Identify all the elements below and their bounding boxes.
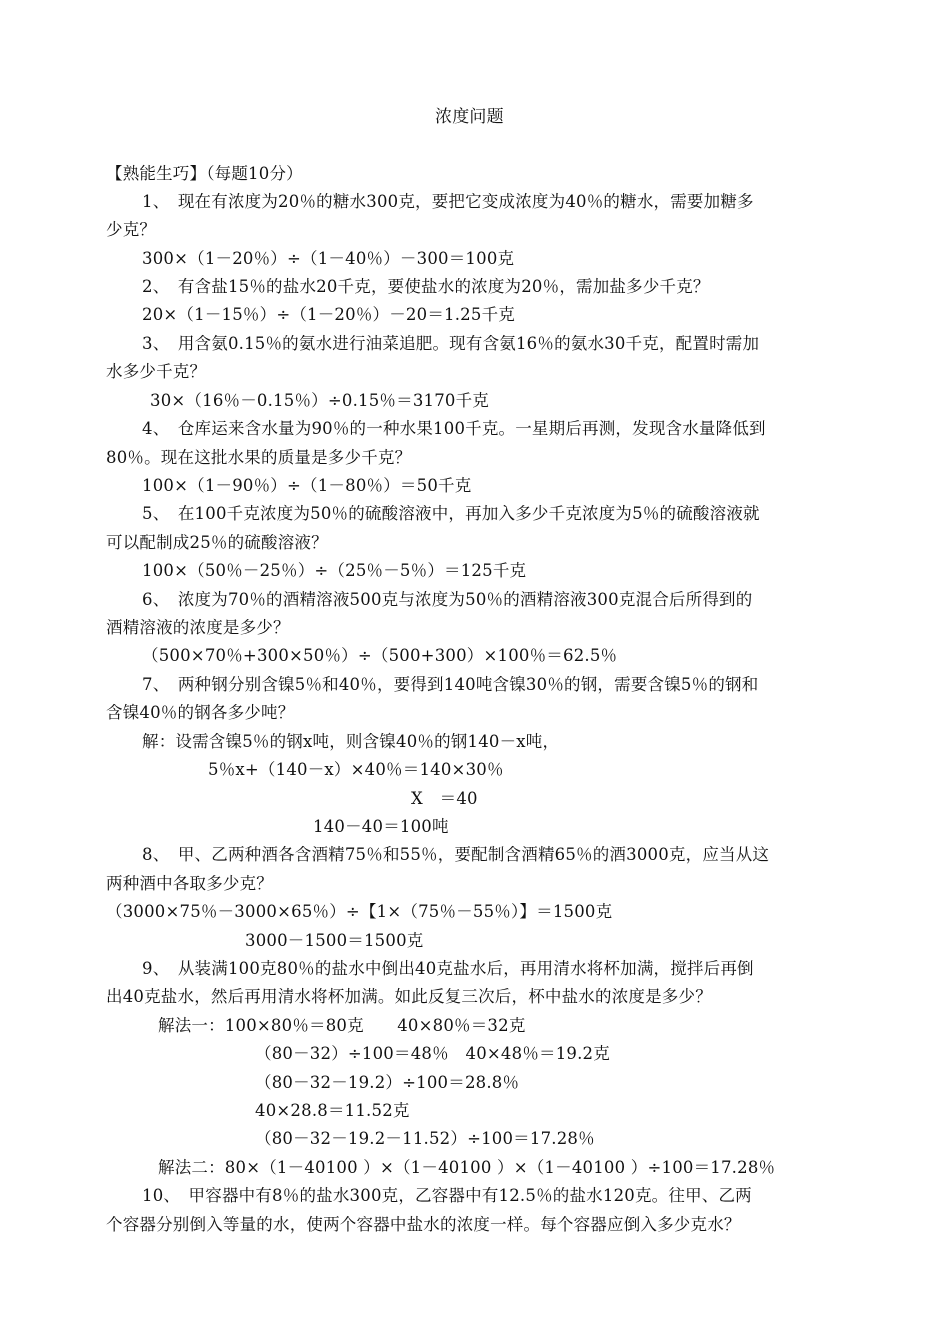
- q6-text-line1: 6、 浓度为70％的酒精溶液500克与浓度为50％的酒精溶液300克混合后所得到的: [142, 590, 753, 609]
- q9-solution2: 解法二：80×（1－40100 ）×（1－40100 ）×（1－40100 ）÷100＝17.28％: [158, 1158, 776, 1177]
- q9-solution1-line1: 解法一：100×80％＝80克 40×80％＝32克: [158, 1016, 526, 1035]
- q4-text-line2: 80％。现在这批水果的质量是多少千克？: [106, 448, 412, 467]
- q7-answer-line1: 解：设需含镍5％的钢x吨，则含镍40％的钢140－x吨，: [142, 732, 560, 751]
- q9-solution1-line3: （80－32－19.2）÷100＝28.8％: [255, 1073, 520, 1092]
- q5-text-line1: 5、 在100千克浓度为50％的硫酸溶液中，再加入多少千克浓度为5％的硫酸溶液就: [142, 504, 760, 523]
- q9-solution1-line5: （80－32－19.2－11.52）÷100＝17.28％: [255, 1129, 595, 1148]
- q2-answer: 20×（1－15％）÷（1－20％）－20＝1.25千克: [142, 305, 515, 324]
- q9-text-line2: 出40克盐水，然后再用清水将杯加满。如此反复三次后，杯中盐水的浓度是多少？: [106, 987, 712, 1006]
- q3-answer: 30×（16％－0.15％）÷0.15％＝3170千克: [150, 391, 490, 410]
- q7-text-line1: 7、 两种钢分别含镍5％和40％，要得到140吨含镍30％的钢，需要含镍5％的钢和: [142, 675, 759, 694]
- q5-text-line2: 可以配制成25％的硫酸溶液？: [106, 533, 328, 552]
- q9-solution1-line4: 40×28.8＝11.52克: [255, 1101, 410, 1120]
- q9-text-line1: 9、 从装满100克80％的盐水中倒出40克盐水后，再用清水将杯加满，搅拌后再倒: [142, 959, 754, 978]
- q4-answer: 100×（1－90％）÷（1－80％）＝50千克: [142, 476, 472, 495]
- q8-text-line2: 两种酒中各取多少克？: [106, 874, 273, 893]
- q7-text-line2: 含镍40％的钢各多少吨？: [106, 703, 295, 722]
- q8-answer-line2: 3000－1500＝1500克: [245, 931, 424, 950]
- q7-answer-line3: X ＝40: [411, 789, 478, 808]
- q3-text-line2: 水多少千克？: [106, 362, 207, 381]
- q5-answer: 100×（50％－25％）÷（25％－5％）＝125千克: [142, 561, 527, 580]
- q7-answer-line2: 5％x+（140－x）×40％＝140×30％: [208, 760, 504, 779]
- q9-solution1-line2: （80－32）÷100＝48％ 40×48％＝19.2克: [255, 1044, 610, 1063]
- q8-answer-line1: （3000×75％－3000×65％）÷【1×（75％－55％）】＝1500克: [106, 902, 613, 921]
- q6-text-line2: 酒精溶液的浓度是多少？: [106, 618, 290, 637]
- q4-text-line1: 4、 仓库运来含水量为90％的一种水果100千克。一星期后再测，发现含水量降低到: [142, 419, 766, 438]
- q1-text-line1: 1、 现在有浓度为20％的糖水300克，要把它变成浓度为40％的糖水，需要加糖多: [142, 192, 754, 211]
- q10-text-line1: 10、 甲容器中有8％的盐水300克，乙容器中有12.5％的盐水120克。往甲、乙两: [142, 1186, 752, 1205]
- q6-answer: （500×70％+300×50％）÷（500+300）×100％＝62.5％: [142, 646, 618, 665]
- q1-text-line2: 少克？: [106, 220, 157, 239]
- q8-text-line1: 8、 甲、乙两种酒各含酒精75％和55％，要配制含酒精65％的酒3000克，应当从这: [142, 845, 770, 864]
- q3-text-line1: 3、 用含氨0.15％的氨水进行油菜追肥。现有含氨16％的氨水30千克，配置时需加: [142, 334, 760, 353]
- q10-text-line2: 个容器分别倒入等量的水，使两个容器中盐水的浓度一样。每个容器应倒入多少克水？: [106, 1215, 741, 1234]
- section-heading: 【熟能生巧】（每题10分）: [106, 164, 303, 183]
- q2-text-line1: 2、 有含盐15％的盐水20千克，要使盐水的浓度为20％，需加盐多少千克？: [142, 277, 710, 296]
- page-title: 浓度问题: [435, 107, 504, 127]
- q7-answer-line4: 140－40＝100吨: [313, 817, 449, 836]
- q1-answer: 300×（1－20％）÷（1－40％）－300＝100克: [142, 249, 515, 268]
